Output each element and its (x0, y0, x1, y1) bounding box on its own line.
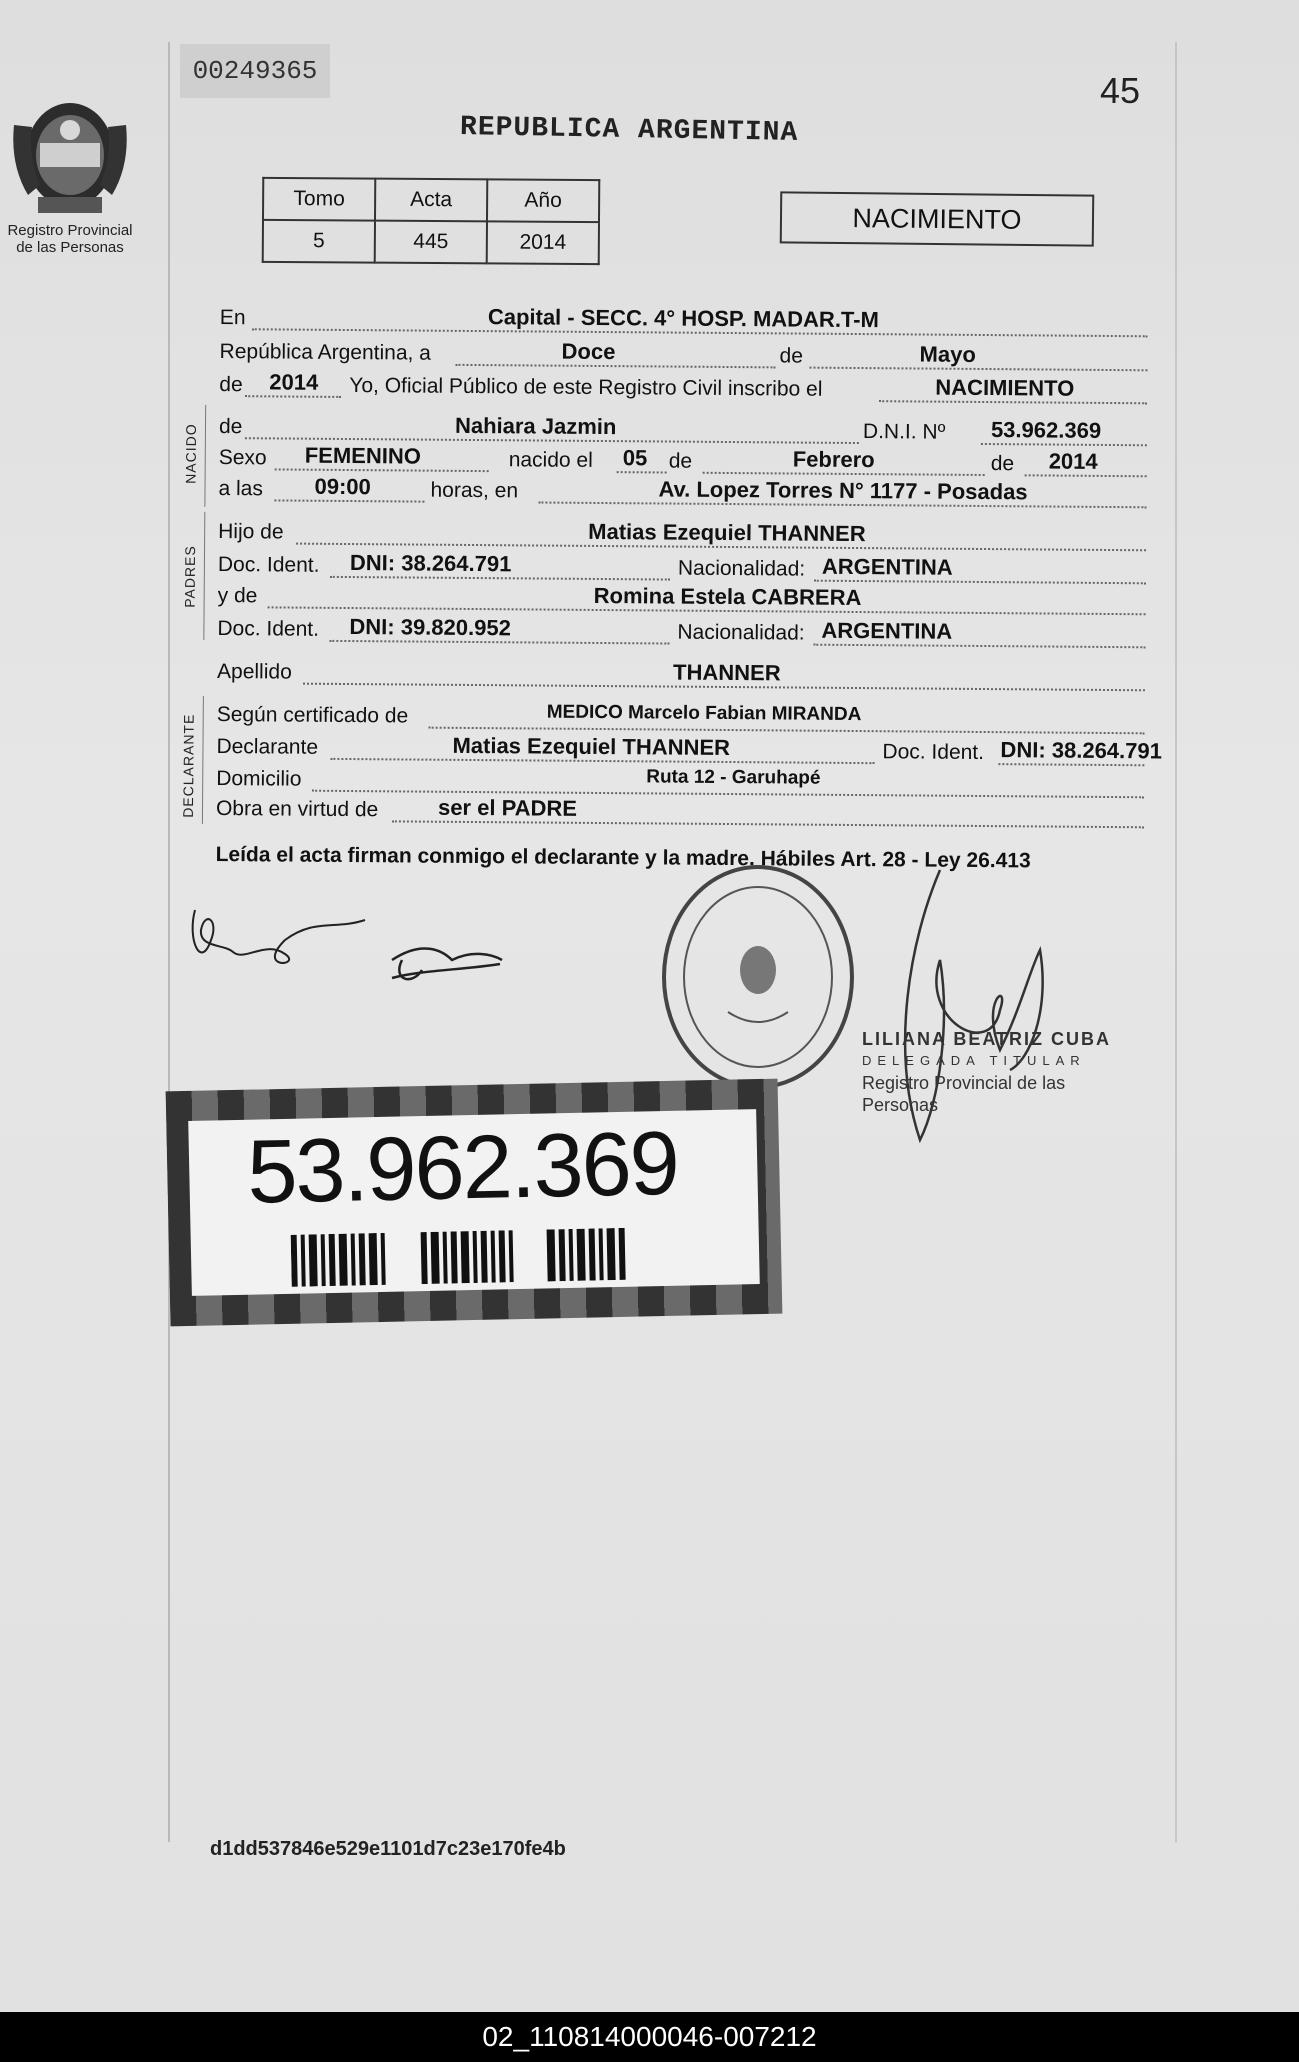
barcode-icon (291, 1227, 672, 1287)
mother-name: Romina Estela CABRERA (593, 582, 862, 611)
year-value: 2014 (269, 369, 319, 395)
declarante-doc-label: Doc. Ident. (882, 740, 985, 765)
signature-declarante-icon (185, 900, 375, 1000)
birth-place: Av. Lopez Torres N° 1177 - Posadas (658, 476, 1028, 505)
apellido-label: Apellido (216, 659, 292, 684)
row-obra (215, 794, 1144, 834)
obra-label: Obra en virtud de (215, 796, 379, 822)
mother-doc-label: Doc. Ident. (217, 616, 320, 641)
day-value: Doce (561, 338, 616, 365)
en-value: Capital - SECC. 4° HOSP. MADAR.T-M (487, 304, 879, 333)
sexo-value: FEMENINO (304, 442, 422, 469)
sexo-label: Sexo (218, 445, 267, 470)
y-de-label: y de (217, 583, 258, 608)
en-label: En (219, 305, 246, 330)
father-doc-label: Doc. Ident. (217, 552, 320, 577)
official-seal-icon (658, 862, 858, 1092)
row-hora (218, 473, 1146, 514)
hijo-label: Hijo de (218, 519, 284, 544)
month-value: Mayo (919, 341, 976, 367)
official-role: DELEGADA TITULAR (862, 1053, 1086, 1068)
book-header-tomo: Tomo (263, 178, 375, 221)
closing-text: Leída el acta firman conmigo el declarante y la madre. Hábiles Art. 28 - Ley 26.413 (215, 842, 1031, 873)
book-value-acta: 445 (375, 221, 487, 264)
inscribe-text: Yo, Oficial Público de este Registro Civil inscribo el (349, 374, 823, 401)
domicilio-label: Domicilio (216, 766, 302, 791)
section-nacido-label: NACIDO (182, 423, 200, 484)
father-name: Matias Ezequiel THANNER (588, 518, 866, 547)
book-value-tomo: 5 (263, 220, 375, 263)
republica-label: República Argentina, a (219, 339, 431, 365)
row-apellido (217, 660, 1145, 697)
father-doc: DNI: 38.264.791 (349, 550, 512, 577)
de-year2-label: de (990, 452, 1015, 476)
row-mother-doc (217, 614, 1145, 654)
certificado-value: MEDICO Marcelo Fabian MIRANDA (546, 701, 862, 726)
row-en (220, 306, 1148, 343)
declarante-doc: DNI: 38.264.791 (1000, 737, 1163, 764)
birth-year: 2014 (1048, 448, 1098, 474)
mother-doc: DNI: 39.820.952 (349, 614, 511, 641)
footer-filename: 02_110814000046-007212 (0, 2012, 1299, 2062)
nacido-name: Nahiara Jazmin (454, 412, 617, 440)
official-block (862, 1028, 1142, 1116)
birth-day: 05 (622, 445, 648, 471)
apellido-value: THANNER (672, 659, 781, 686)
mother-nat: ARGENTINA (821, 617, 953, 644)
page-number: 45 (1100, 70, 1141, 111)
serial-number: 00249365 (180, 44, 330, 98)
nacido-dni: 53.962.369 (990, 417, 1102, 443)
birth-time: 09:00 (314, 473, 371, 500)
de-year-label: de (219, 372, 243, 397)
signature-madre-icon (382, 930, 512, 1010)
section-padres-label: PADRES (181, 545, 199, 608)
dni-sticker (166, 1079, 783, 1327)
declarante-label: Declarante (216, 734, 319, 759)
a-las-label: a las (218, 476, 263, 501)
document-title: REPUBLICA ARGENTINA (459, 112, 799, 149)
nacido-el-label: nacido el (508, 448, 593, 472)
official-name: LILIANA BEATRIZ CUBA (862, 1029, 1111, 1049)
nacido-de-label: de (218, 414, 243, 439)
row-republica (219, 340, 1147, 377)
dni-label: D.N.I. Nº (862, 420, 946, 444)
certificado-label: Según certificado de (216, 702, 409, 728)
document-hash: d1dd537846e529e1101d7c23e170fe4b (210, 1838, 566, 1860)
book-value-ano: 2014 (487, 221, 599, 264)
de-label: de (779, 344, 804, 368)
declarante-name: Matias Ezequiel THANNER (452, 732, 731, 761)
inscribe-value: NACIMIENTO (935, 374, 1075, 401)
father-nat: ARGENTINA (821, 553, 953, 580)
registry-label: Registro Provincial de las Personas (7, 222, 133, 256)
father-nat-label: Nacionalidad: (677, 556, 806, 581)
book-header-ano: Año (487, 179, 599, 222)
birth-month: Febrero (792, 446, 875, 473)
horas-label: horas, en (430, 478, 519, 503)
dni-sticker-inner (188, 1109, 760, 1296)
domicilio-value: Ruta 12 - Garuhapé (646, 766, 821, 789)
section-declarante-label: DECLARANTE (179, 713, 197, 818)
de-month-label: de (668, 449, 693, 473)
row-inscribe (219, 369, 1147, 410)
book-header-acta: Acta (375, 179, 487, 222)
dni-sticker-number: 53.962.369 (246, 1113, 679, 1223)
mother-nat-label: Nacionalidad: (677, 620, 805, 645)
record-type-box: NACIMIENTO (780, 191, 1095, 246)
official-org: Registro Provincial de las Personas (862, 1073, 1066, 1115)
obra-value: ser el PADRE (437, 794, 578, 821)
